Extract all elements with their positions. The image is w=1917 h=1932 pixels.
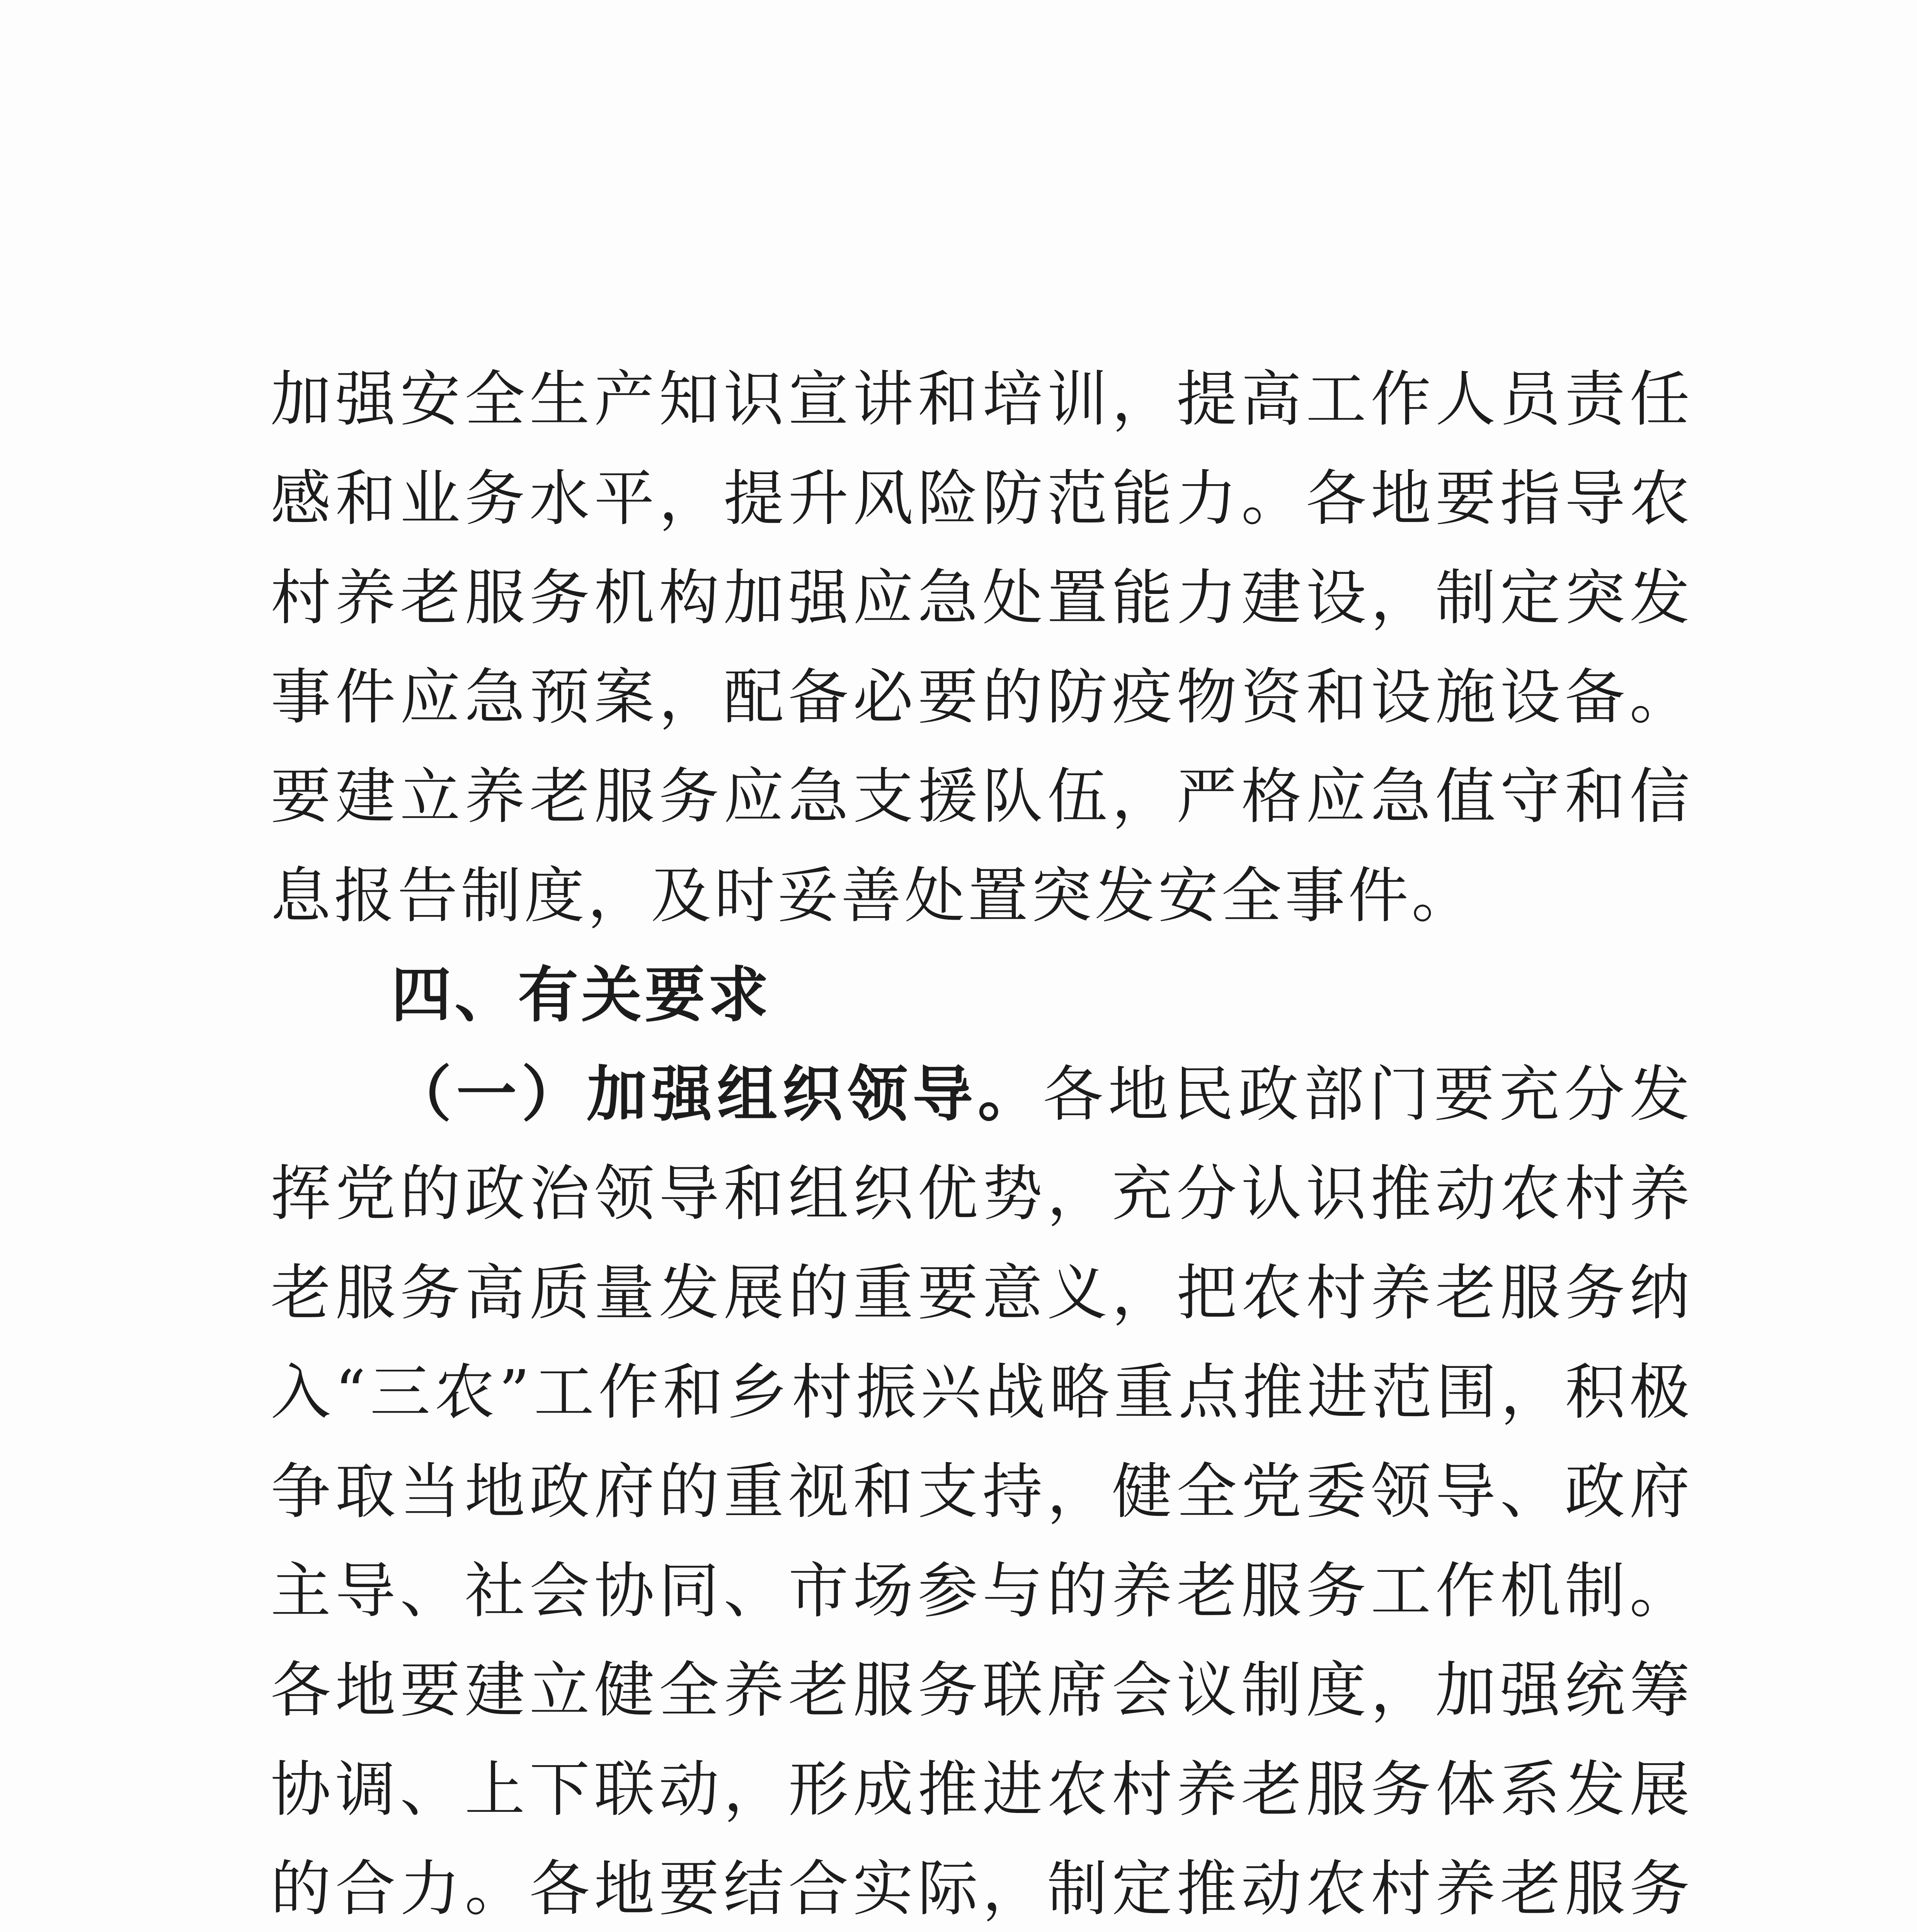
item-1-lead: （一）加强组织领导。 [391, 1059, 1043, 1129]
section-heading: 四、有关要求 [391, 960, 771, 1030]
document-body [271, 350, 1693, 1932]
paragraph-item-1 [271, 1045, 1693, 1932]
item-1-body: 各地民政部门要充分发挥党的政治领导和组织优势，充分认识推动农村养老服务高质量发展的重要意义，把农村养老服务纳入“三农”工作和乡村振兴战略重点推进范围，积极争取当地政府的重视和支持，健全党委领导、政府主导、社会协同、市场参与的养老服务工作机制。各地要建立健全养老服务联席会议制度，加强统筹协调、上下联动，形成推进农村养老服务体系发展的合力。各地要结合实际，制定推动农村养老服务 [271, 1059, 1693, 1924]
paragraph-continuation: 加强安全生产知识宣讲和培训，提高工作人员责任感和业务水平，提升风险防范能力。各地要指导农村养老服务机构加强应急处置能力建设，制定突发事件应急预案，配备必要的防疫物资和设施设备。要建立养老服务应急支援队伍，严格应急值守和信息报告制度，及时妥善处置突发安全事件。 [271, 364, 1693, 931]
